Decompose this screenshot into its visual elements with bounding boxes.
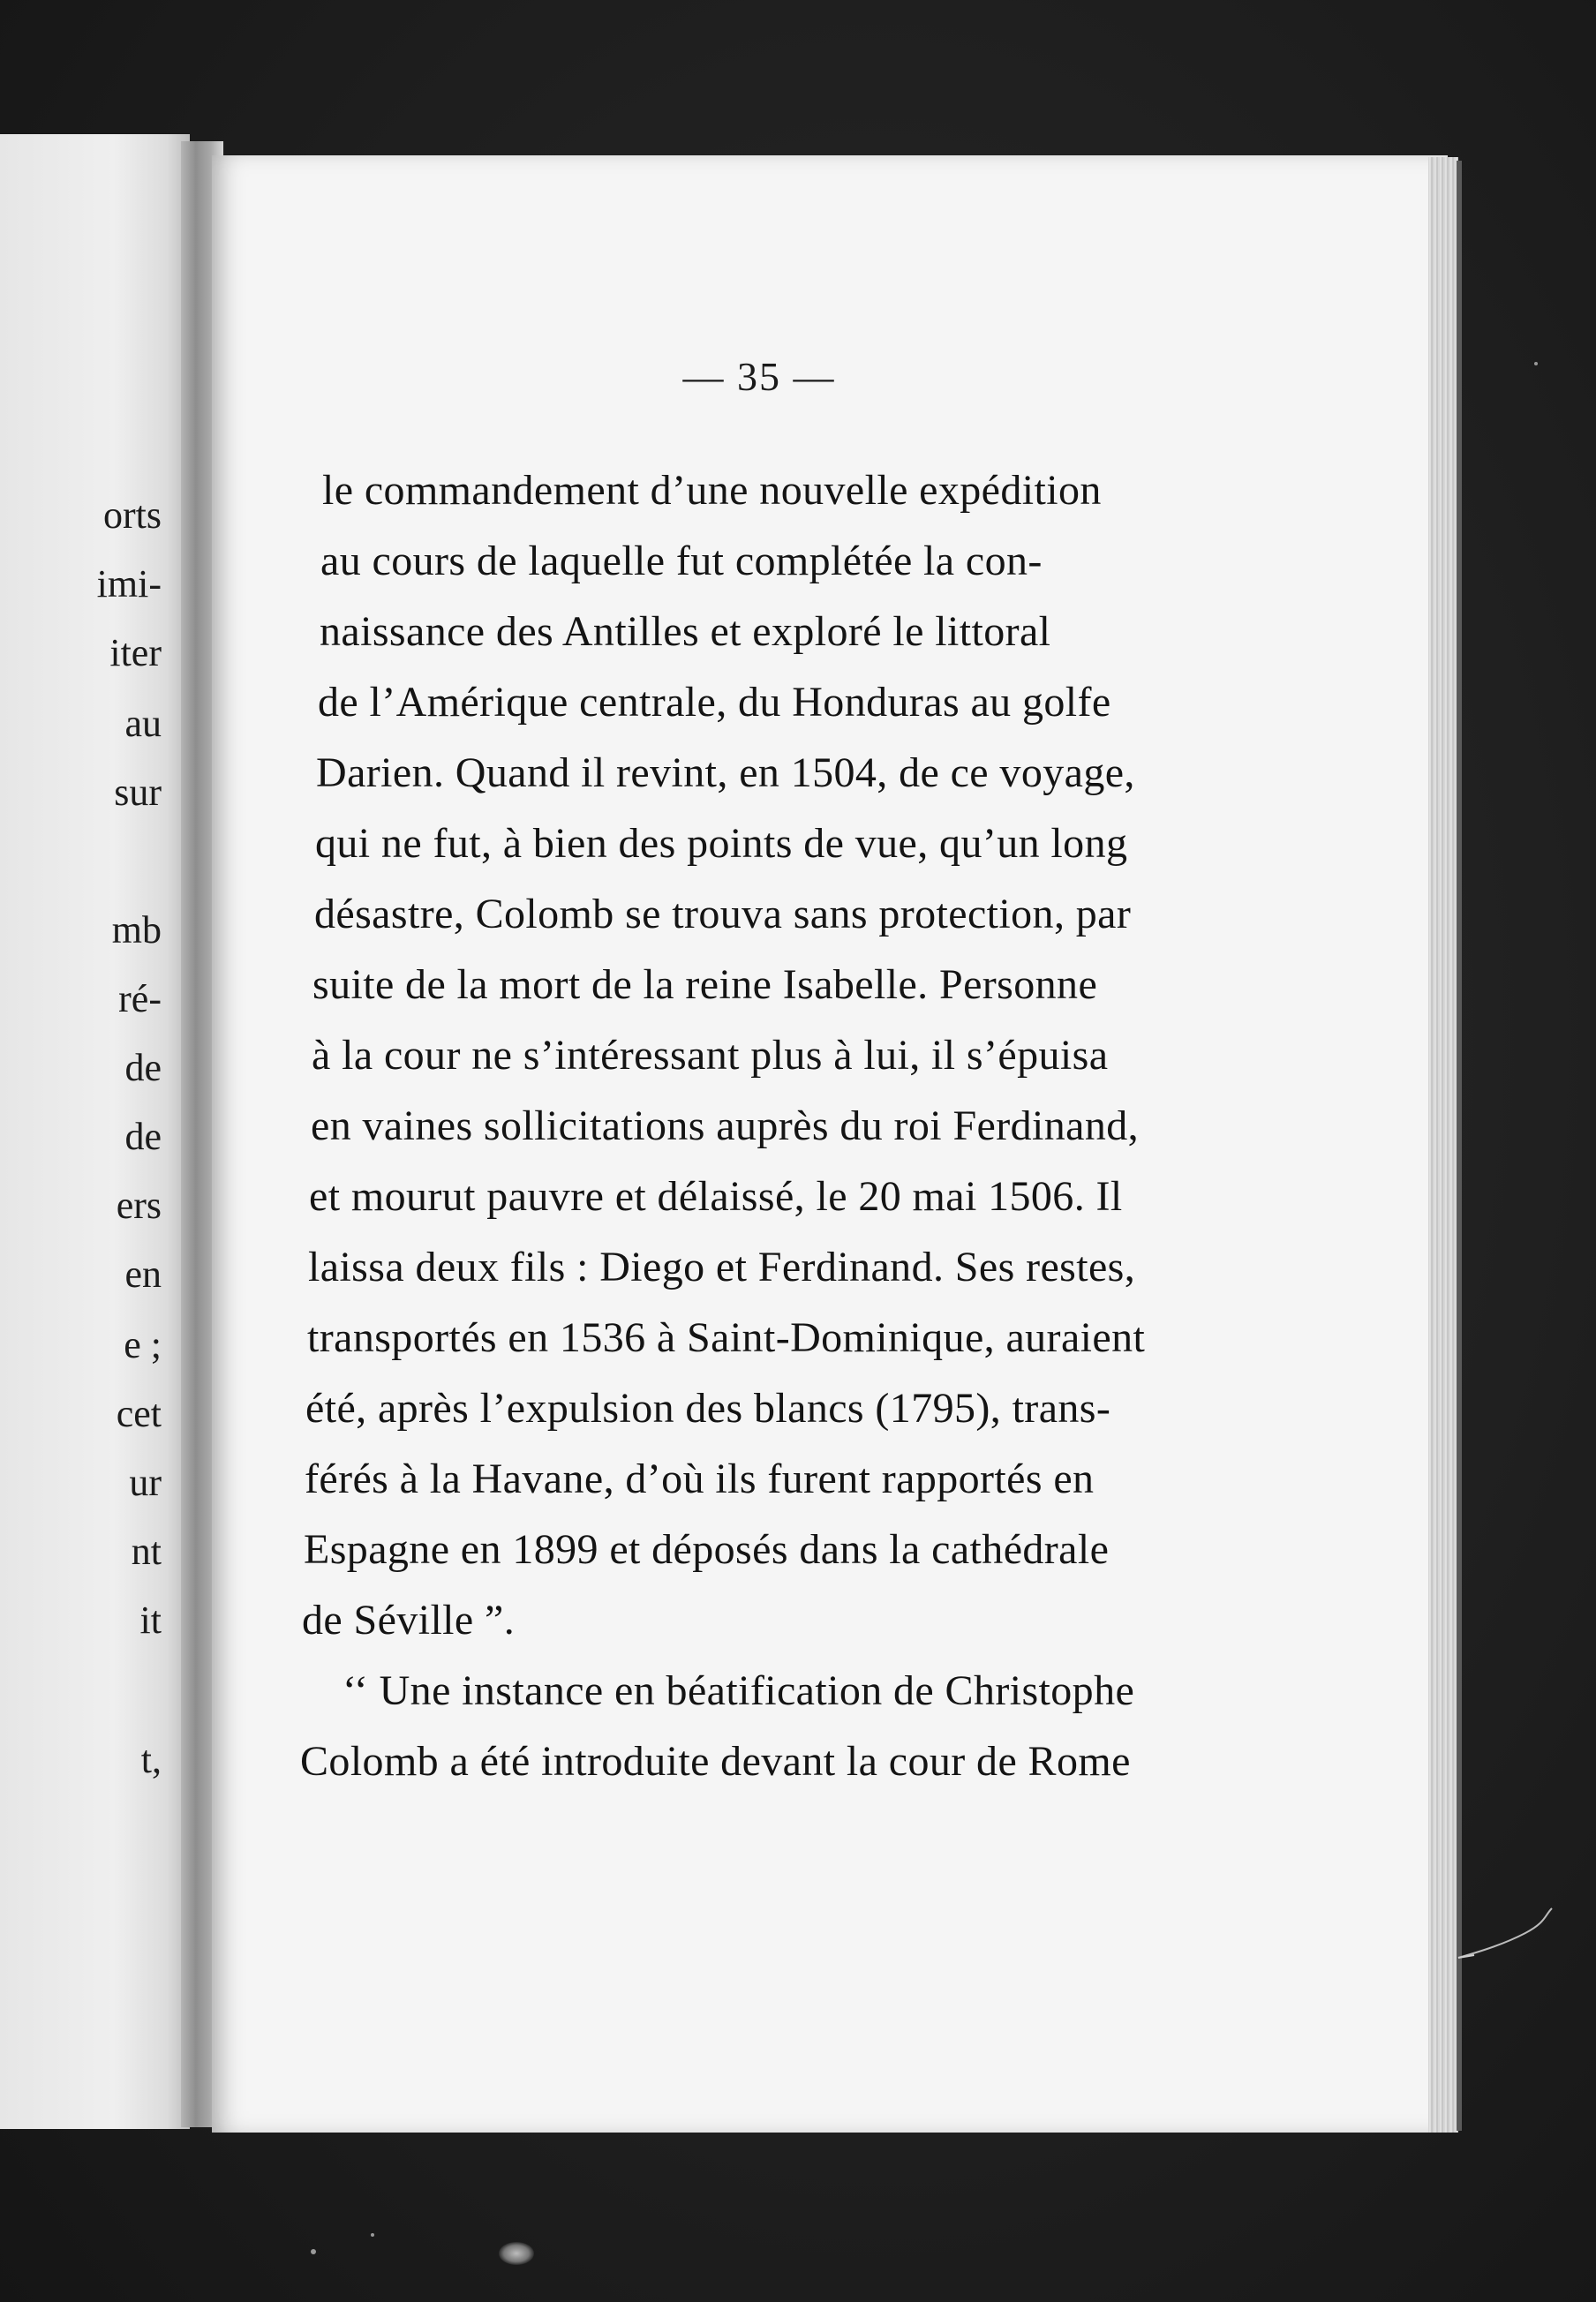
scan-speck	[371, 2233, 374, 2237]
text-line: férés à la Havane, d’où ils furent rapportés en	[305, 1456, 1095, 1502]
scan-fiber	[1457, 1907, 1554, 1960]
left-page-fragment: en	[124, 1253, 162, 1296]
left-page	[0, 134, 190, 2129]
left-page-fragment: mb	[111, 908, 162, 952]
text-line: suite de la mort de la reine Isabelle. Personne	[312, 961, 1098, 1008]
text-line: naissance des Antilles et exploré le littoral	[320, 608, 1051, 655]
text-line: désastre, Colomb se trouva sans protection, par	[314, 891, 1132, 937]
text-line: Espagne en 1899 et déposés dans la cathédrale	[304, 1526, 1110, 1573]
text-line: et mourut pauvre et délaissé, le 20 mai 1506. Il	[309, 1173, 1123, 1220]
left-page-fragment: de	[124, 1115, 162, 1158]
left-page-fragment: nt	[131, 1530, 162, 1573]
text-line: laissa deux fils : Diego et Ferdinand. Ses restes,	[308, 1244, 1136, 1290]
text-line: de l’Amérique centrale, du Honduras au golfe	[318, 679, 1111, 726]
text-line: qui ne fut, à bien des points de vue, qu’un long	[315, 820, 1128, 867]
text-line: de Séville ”.	[302, 1597, 516, 1644]
left-page-fragment: ers	[116, 1184, 162, 1227]
left-page-fragment: it	[139, 1599, 162, 1642]
scan-speck	[311, 2249, 316, 2254]
left-page-fragment: de	[124, 1046, 162, 1089]
left-page-fragment: ré-	[118, 977, 162, 1020]
left-page-fragment: imi-	[96, 562, 162, 606]
scan-speck	[1534, 362, 1538, 365]
text-line: transportés en 1536 à Saint-Dominique, auraient	[307, 1314, 1146, 1361]
text-line: ‘‘ Une instance en béatification de Christophe	[343, 1667, 1135, 1714]
left-page-fragment: t,	[140, 1738, 162, 1781]
text-line: en vaines sollicitations auprès du roi Ferdinand,	[311, 1102, 1140, 1149]
left-page-fragment: iter	[109, 631, 162, 674]
left-page-fragment: au	[124, 702, 162, 745]
page-edge-shadow	[1457, 161, 1462, 2131]
text-line: au cours de laquelle fut complétée la con-	[320, 538, 1043, 584]
left-page-fragment: sur	[114, 771, 162, 814]
text-line: Colomb a été introduite devant la cour de Rome	[300, 1738, 1131, 1785]
text-line: été, après l’expulsion des blancs (1795), trans-	[305, 1385, 1111, 1432]
left-page-fragment: ur	[129, 1461, 162, 1504]
text-line: le commandement d’une nouvelle expédition	[322, 467, 1102, 514]
text-line: à la cour ne s’intéressant plus à lui, il s’épuisa	[312, 1032, 1109, 1079]
left-page-fragment: cet	[116, 1392, 162, 1435]
text-line: Darien. Quand il revint, en 1504, de ce voyage,	[316, 749, 1135, 796]
page-edge	[1428, 157, 1458, 2133]
left-page-fragment: orts	[103, 493, 162, 537]
left-page-fragment: e ;	[124, 1323, 162, 1366]
page-number: — 35 —	[682, 354, 836, 399]
scan-smudge	[499, 2242, 534, 2265]
